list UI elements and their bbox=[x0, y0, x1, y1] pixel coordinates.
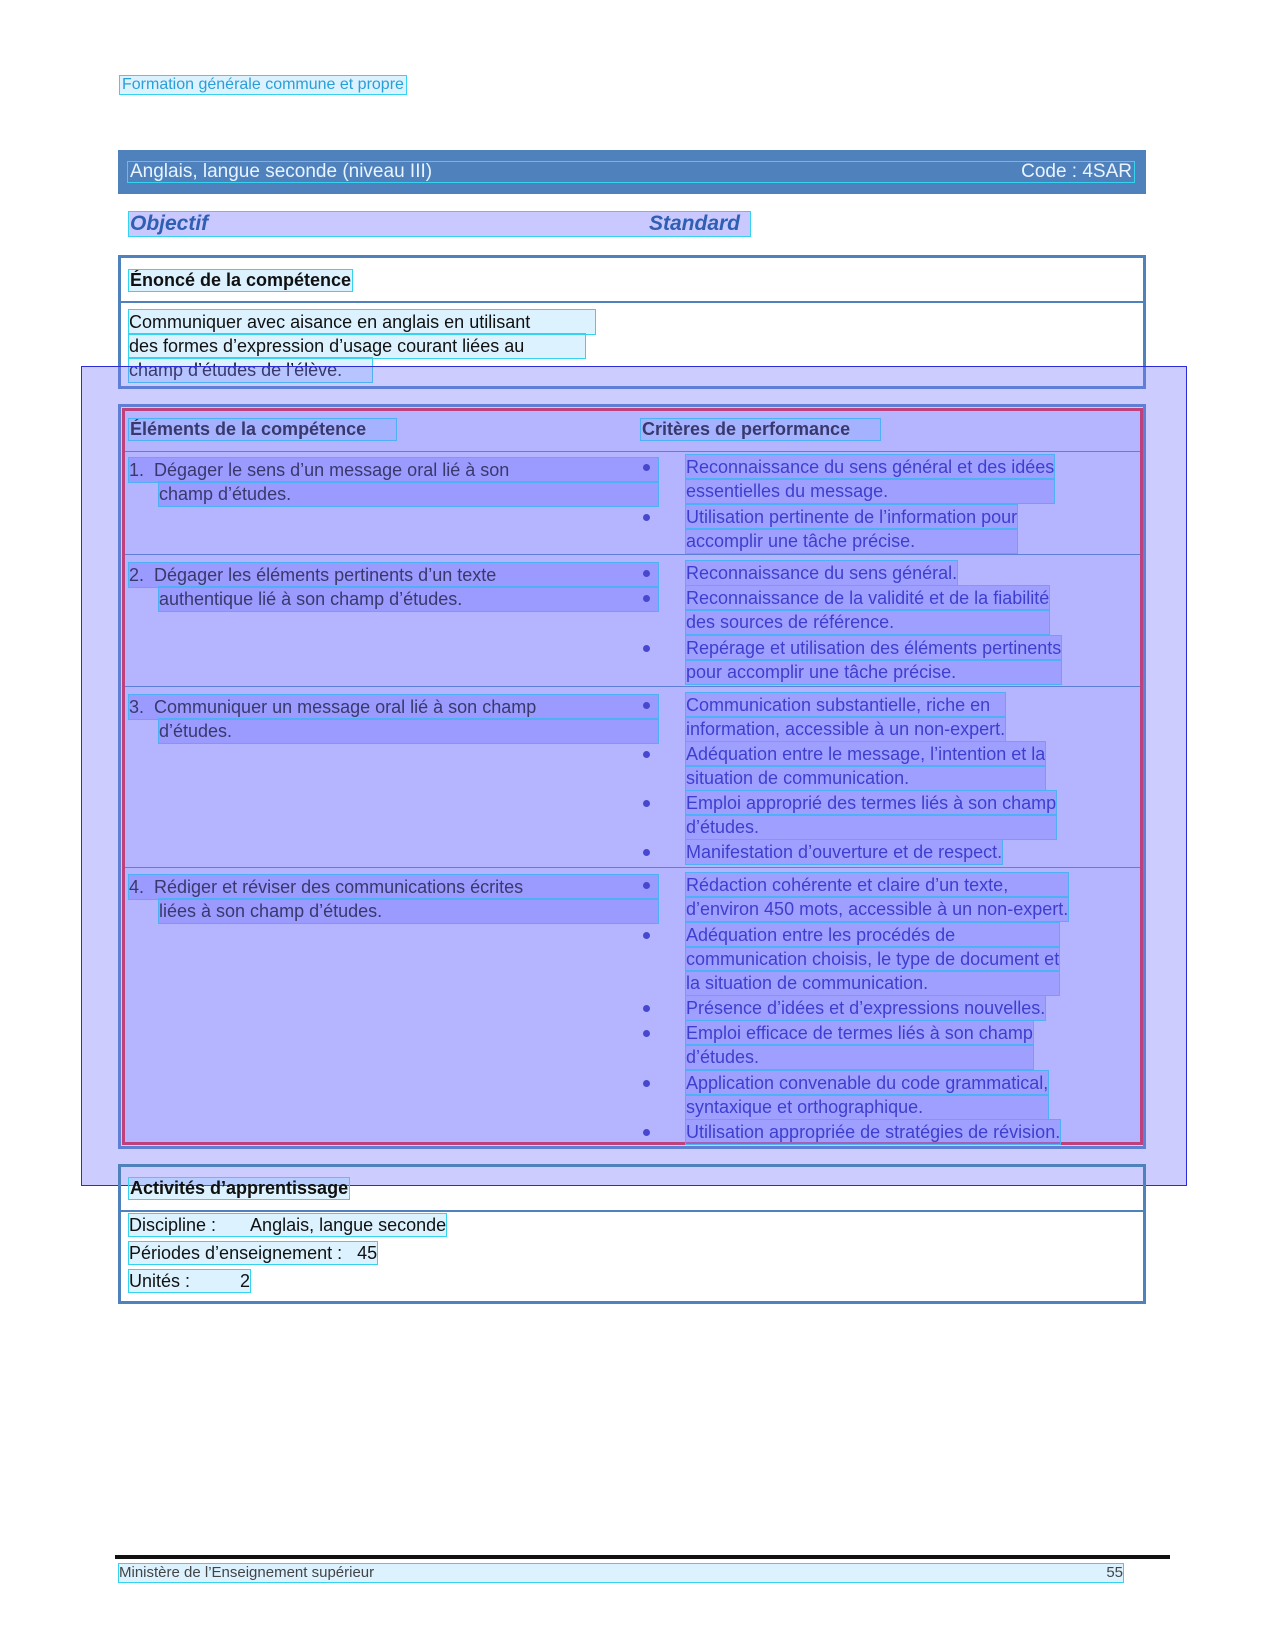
objective-standard-bar bbox=[129, 212, 750, 236]
criterion: Reconnaissance du sens général et des idées essentielles du message. bbox=[686, 457, 1055, 501]
enonce-text: Communiquer avec aisance en anglais en utilisant des formes d’expression d’usage courant liées au champ d’études de l’élève. bbox=[129, 310, 595, 382]
course-title-bar bbox=[118, 150, 1146, 194]
criterion: Présence d’idées et d’expressions nouvelles. bbox=[686, 998, 1046, 1018]
criterion: Adéquation entre le message, l’intention et la situation de communication. bbox=[686, 744, 1046, 788]
element-2: 2. Dégager les éléments pertinents d’un texte authentique lié à son champ d’études. bbox=[129, 563, 658, 611]
criterion: Emploi efficace de termes liés à son champ d’études. bbox=[686, 1023, 1033, 1067]
course-title: Anglais, langue seconde (niveau III) bbox=[130, 161, 433, 182]
footer bbox=[119, 1564, 1123, 1582]
criterion: Emploi approprié des termes liés à son champ d’études. bbox=[686, 793, 1057, 837]
criterion: Communication substantielle, riche en information, accessible à un non-expert. bbox=[686, 695, 1006, 739]
discipline-line: Discipline : Anglais, langue seconde bbox=[129, 1215, 447, 1235]
course-code: Code : 4SAR bbox=[1021, 161, 1132, 182]
criterion: Reconnaissance du sens général. bbox=[686, 563, 958, 583]
criteria-heading: Critères de performance bbox=[641, 419, 880, 440]
element-4: 4. Rédiger et réviser des communications écrites liées à son champ d’études. bbox=[129, 875, 658, 923]
selection-overlay bbox=[81, 366, 1187, 1186]
criterion: Manifestation d’ouverture et de respect. bbox=[686, 842, 1003, 862]
elements-heading: Éléments de la compétence bbox=[129, 419, 396, 440]
criterion: Rédaction cohérente et claire d’un texte, d’environ 450 mots, accessible à un non-expert. bbox=[686, 875, 1069, 919]
criterion: Application convenable du code grammatical, syntaxique et orthographique. bbox=[686, 1073, 1049, 1117]
enonce-heading: Énoncé de la compétence bbox=[130, 270, 352, 290]
element-3: 3. Communiquer un message oral lié à son champ d’études. bbox=[129, 695, 658, 743]
unites-line: Unités : 2 bbox=[129, 1271, 251, 1291]
page-number: 55 bbox=[1106, 1564, 1123, 1581]
objectif-label: Objectif bbox=[130, 212, 209, 235]
running-head: Formation générale commune et propre bbox=[122, 76, 404, 93]
element-1: 1. Dégager le sens d’un message oral lié à son champ d’études. bbox=[129, 458, 658, 506]
activites-heading: Activités d’apprentissage bbox=[130, 1178, 349, 1198]
standard-label: Standard bbox=[649, 212, 741, 235]
criterion: Utilisation pertinente de l’information pour accomplir une tâche précise. bbox=[686, 507, 1018, 551]
criterion: Repérage et utilisation des éléments pertinents pour accomplir une tâche précise. bbox=[686, 638, 1062, 682]
periodes-line: Périodes d’enseignement : 45 bbox=[129, 1243, 378, 1263]
criterion: Utilisation appropriée de stratégies de révision. bbox=[686, 1122, 1061, 1142]
criterion: Reconnaissance de la validité et de la fiabilité des sources de référence. bbox=[686, 588, 1050, 632]
criterion: Adéquation entre les procédés de communication choisis, le type de document et la situation de communication. bbox=[686, 925, 1060, 993]
footer-ministry: Ministère de l’Enseignement supérieur bbox=[119, 1564, 375, 1581]
footer-rule bbox=[115, 1555, 1170, 1559]
